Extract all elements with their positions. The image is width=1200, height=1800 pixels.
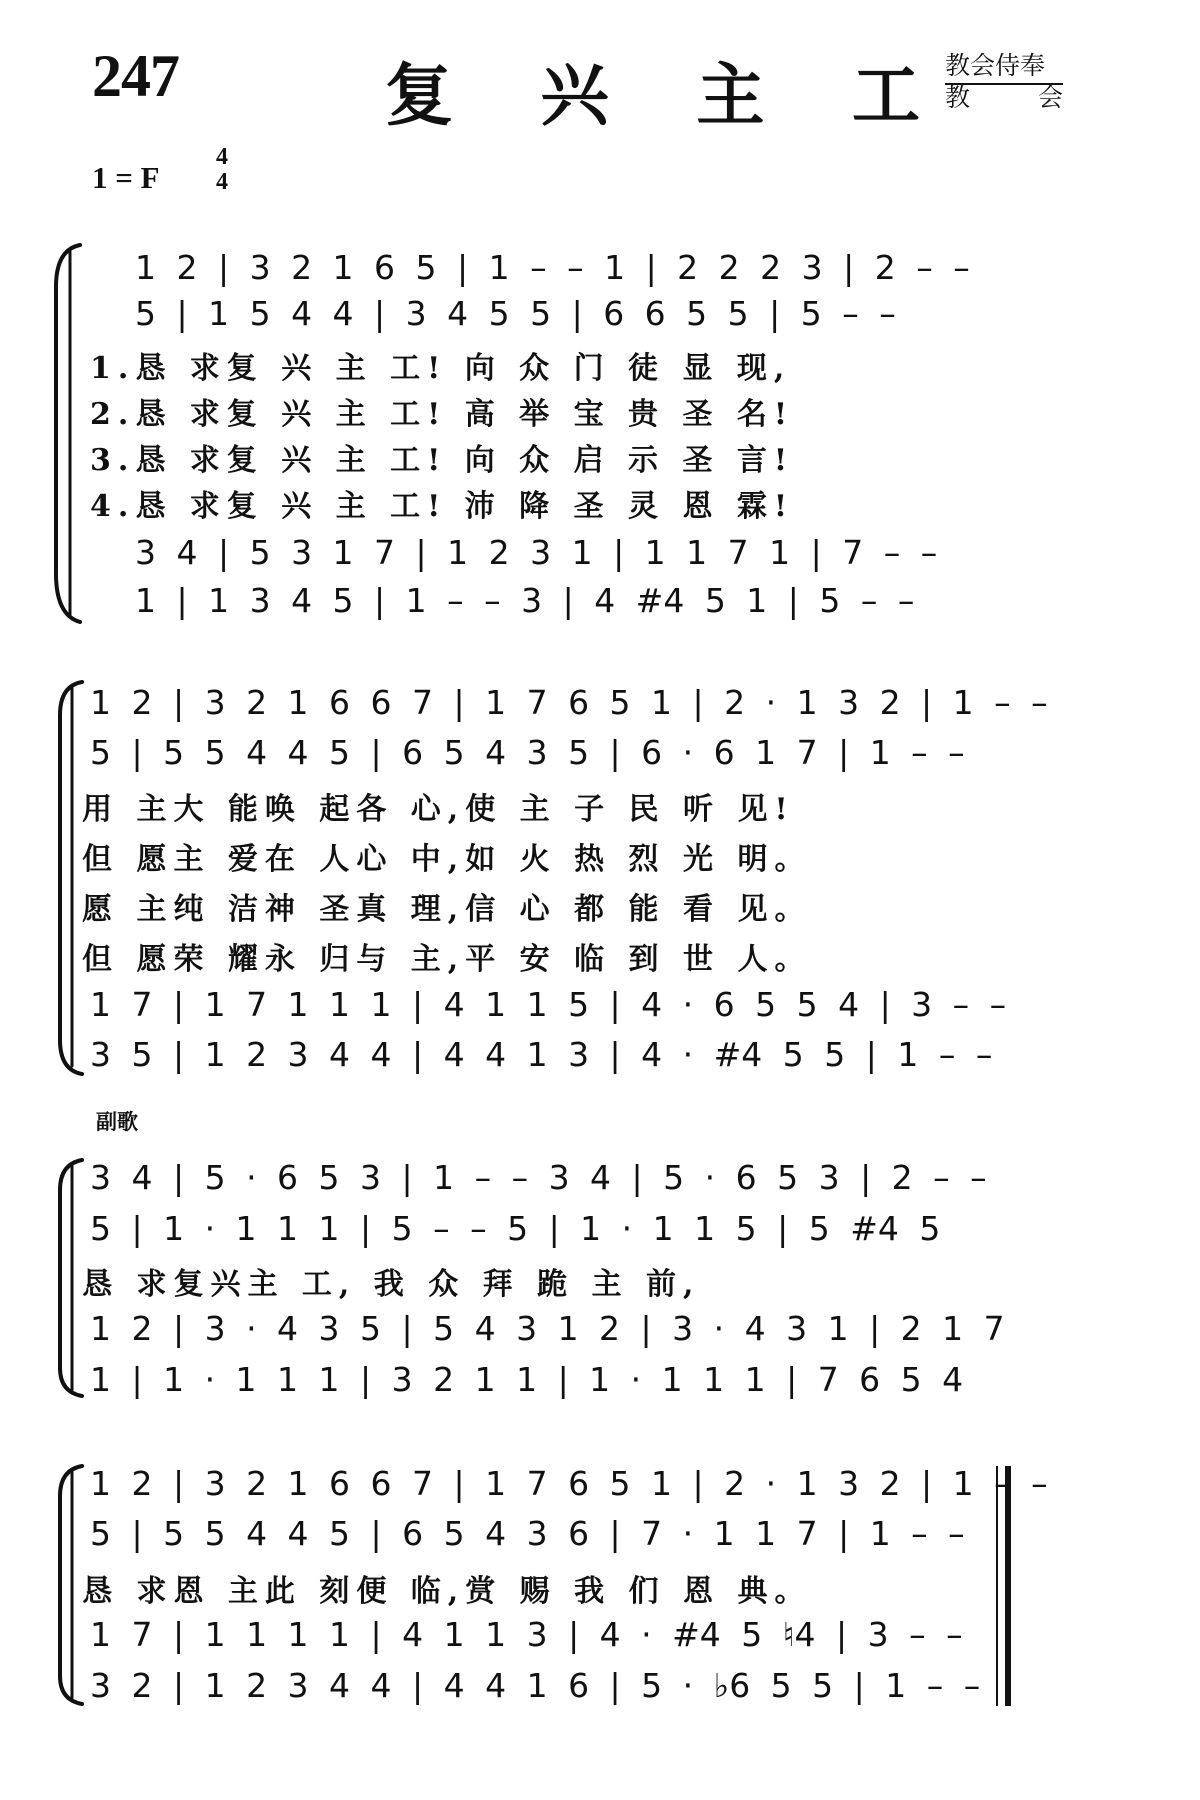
sys2-notes-soprano: 1 2 | 3 2 1 6 6 7 | 1 7 6 5 1 | 2 · 1 3 2 | 1 – –	[90, 683, 1048, 722]
credit-music: 教 会	[945, 83, 1063, 112]
sys3-notes-tenor: 1 2 | 3 · 4 3 5 | 5 4 3 1 2 | 3 · 4 3 1 | 2 1 7	[90, 1309, 1005, 1348]
key-signature: 1 = F	[92, 160, 160, 195]
sys4-notes-alto: 5 | 5 5 4 4 5 | 6 5 4 3 6 | 7 · 1 1 7 | 1 – –	[90, 1514, 965, 1553]
refrain-label: 副歌	[96, 1110, 138, 1134]
sys1-notes-alto: 5 | 1 5 4 4 | 3 4 5 5 | 6 6 5 5 | 5 – –	[135, 294, 896, 333]
sys1-lyric-verse3: 3.恳 求复 兴 主 工! 向 众 启 示 圣 言!	[90, 443, 795, 478]
time-signature-top: 4	[216, 144, 228, 170]
time-signature-bottom: 4	[216, 169, 228, 195]
sys2-notes-bass: 3 5 | 1 2 3 4 4 | 4 4 1 3 | 4 · #4 5 5 | 1 – –	[90, 1035, 993, 1074]
hymn-number: 247	[92, 43, 179, 109]
sys1-notes-soprano: 1 2 | 3 2 1 6 5 | 1 – – 1 | 2 2 2 3 | 2 – –	[135, 248, 970, 287]
hymn-title: 复 兴 主 工	[385, 56, 953, 136]
sys3-notes-alto: 5 | 1 · 1 1 1 | 5 – – 5 | 1 · 1 1 5 | 5 #4 5	[90, 1209, 941, 1248]
sys4-lyric: 恳 求恩 主此 刻便 临,赏 赐 我 们 恩 典。	[82, 1574, 812, 1609]
sys2-lyric-verse4: 但 愿荣 耀永 归与 主,平 安 临 到 世 人。	[82, 942, 812, 977]
sys1-brace	[56, 245, 80, 622]
sys4-notes-tenor: 1 7 | 1 1 1 1 | 4 1 1 3 | 4 · #4 5 ♮4 | 3 – –	[90, 1615, 963, 1654]
sys2-notes-tenor: 1 7 | 1 7 1 1 1 | 4 1 1 5 | 4 · 6 5 5 4 | 3 – –	[90, 985, 1007, 1024]
sys3-lyric: 恳 求复兴主 工, 我 众 拜 跪 主 前,	[82, 1267, 701, 1302]
sys1-lyric-verse1: 1.恳 求复 兴 主 工! 向 众 门 徒 显 现,	[90, 351, 792, 386]
sys2-notes-alto: 5 | 5 5 4 4 5 | 6 5 4 3 5 | 6 · 6 1 7 | 1 – –	[90, 733, 965, 772]
sys3-notes-bass: 1 | 1 · 1 1 1 | 3 2 1 1 | 1 · 1 1 1 | 7 6 5 4	[90, 1360, 964, 1399]
sys4-notes-bass: 3 2 | 1 2 3 4 4 | 4 4 1 6 | 5 · ♭6 5 5 | 1 – –	[90, 1666, 981, 1705]
sys2-lyric-verse3: 愿 主纯 洁神 圣真 理,信 心 都 能 看 见。	[82, 892, 812, 927]
sys1-notes-bass: 1 | 1 3 4 5 | 1 – – 3 | 4 #4 5 1 | 5 – –	[135, 581, 915, 620]
sys3-notes-soprano: 3 4 | 5 · 6 5 3 | 1 – – 3 4 | 5 · 6 5 3 | 2 – –	[90, 1158, 987, 1197]
credit-words: 教会侍奉	[945, 46, 1063, 85]
sys2-lyric-verse2: 但 愿主 爱在 人心 中,如 火 热 烈 光 明。	[82, 842, 812, 877]
sys4-notes-soprano: 1 2 | 3 2 1 6 6 7 | 1 7 6 5 1 | 2 · 1 3 2 | 1 – –	[90, 1464, 1048, 1503]
sys1-notes-tenor: 3 4 | 5 3 1 7 | 1 2 3 1 | 1 1 7 1 | 7 – –	[135, 533, 938, 572]
sys1-lyric-verse4: 4.恳 求复 兴 主 工! 沛 降 圣 灵 恩 霖!	[90, 489, 795, 524]
sys1-lyric-verse2: 2.恳 求复 兴 主 工! 高 举 宝 贵 圣 名!	[90, 397, 795, 432]
sys2-lyric-verse1: 用 主大 能唤 起各 心,使 主 子 民 听 见!	[82, 792, 795, 827]
